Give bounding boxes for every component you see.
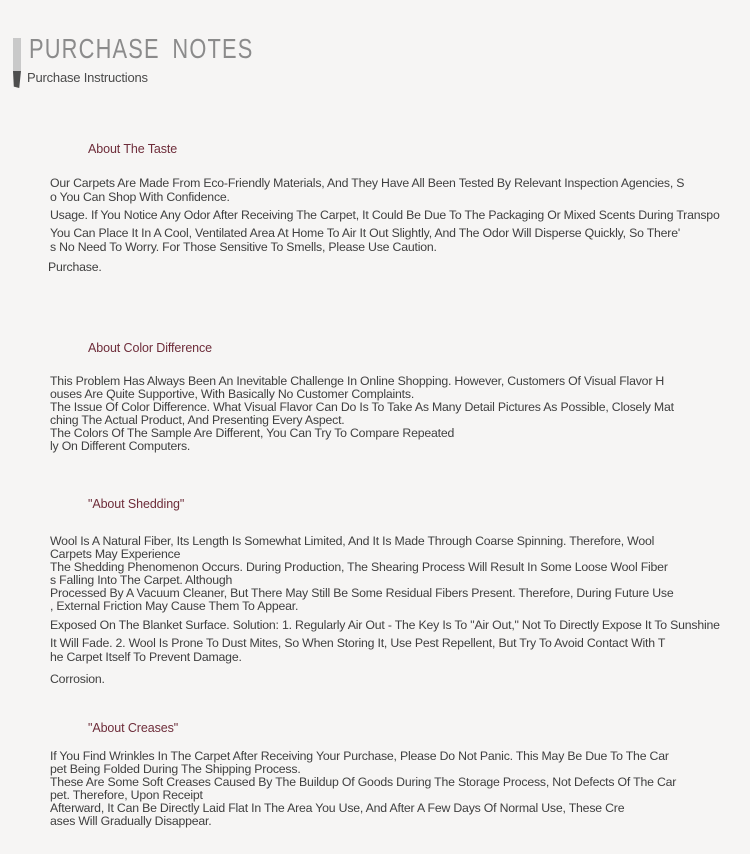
header-accent-bar-dark xyxy=(13,71,21,88)
text-line: It Will Fade. 2. Wool Is Prone To Dust Mites, So When Storing It, Use Pest Repellent, But Try To Avoid Contact With T xyxy=(50,636,666,650)
text-line: s Falling Into The Carpet. Although xyxy=(50,573,233,587)
text-line: he Carpet Itself To Prevent Damage. xyxy=(50,650,242,664)
paragraph xyxy=(50,636,750,664)
text-line: ly On Different Computers. xyxy=(50,439,191,453)
paragraph xyxy=(50,672,750,686)
text-line: pet Being Folded During The Shipping Process. xyxy=(50,762,301,776)
section-heading: "About Creases" xyxy=(88,721,179,735)
paragraph xyxy=(50,750,750,828)
paragraph xyxy=(50,535,750,613)
text-line: ouses Are Quite Supportive, With Basically No Customer Complaints. xyxy=(50,387,415,401)
text-line: Exposed On The Blanket Surface. Solution: 1. Regularly Air Out - The Key Is To "Air Out," Not To Directly Expose It To Sunshine xyxy=(50,618,720,632)
text-line: Afterward, It Can Be Directly Laid Flat In The Area You Use, And After A Few Days Of Normal Use, These Cre xyxy=(50,801,625,815)
text-line: The Issue Of Color Difference. What Visual Flavor Can Do Is To Take As Many Detail Pictures As Possible, Closely Mat xyxy=(50,400,674,414)
text-line: , External Friction May Cause Them To Appear. xyxy=(50,599,299,613)
text-line: Our Carpets Are Made From Eco-Friendly Materials, And They Have All Been Tested By Relevant Inspection Agencies, S xyxy=(50,176,685,190)
text-line: Corrosion. xyxy=(50,672,105,686)
text-line: The Shedding Phenomenon Occurs. During Production, The Shearing Process Will Result In Some Loose Wool Fiber xyxy=(50,560,668,574)
text-line: The Colors Of The Sample Are Different, You Can Try To Compare Repeated xyxy=(50,426,455,440)
text-line: s No Need To Worry. For Those Sensitive To Smells, Please Use Caution. xyxy=(50,240,437,254)
page-title: PURCHASE NOTES xyxy=(29,33,254,64)
text-line: pet. Therefore, Upon Receipt xyxy=(50,788,203,802)
text-line: You Can Place It In A Cool, Ventilated Area At Home To Air It Out Slightly, And The Odor Will Disperse Quickly, So There' xyxy=(50,226,680,240)
text-line: ching The Actual Product, And Presenting Every Aspect. xyxy=(50,413,345,427)
section-heading: "About Shedding" xyxy=(88,497,185,511)
text-line: Processed By A Vacuum Cleaner, But There May Still Be Some Residual Fibers Present. Therefore, During Future Use xyxy=(50,586,674,600)
paragraph xyxy=(50,176,750,204)
paragraph xyxy=(50,618,750,632)
text-line: If You Find Wrinkles In The Carpet After Receiving Your Purchase, Please Do Not Panic. This May Be Due To The Car xyxy=(50,750,669,763)
text-line: ases Will Gradually Disappear. xyxy=(50,814,212,828)
paragraph xyxy=(50,226,750,254)
text-line: These Are Some Soft Creases Caused By The Buildup Of Goods During The Storage Process, Not Defects Of The Car xyxy=(50,775,677,789)
text-line: Usage. If You Notice Any Odor After Receiving The Carpet, It Could Be Due To The Packaging Or Mixed Scents During Transpo xyxy=(50,208,720,222)
section-heading: About The Taste xyxy=(88,142,178,156)
text-line: o You Can Shop With Confidence. xyxy=(50,190,230,204)
text-line: This Problem Has Always Been An Inevitable Challenge In Online Shopping. However, Customers Of Visual Flavor H xyxy=(50,375,665,388)
text-line: Carpets May Experience xyxy=(50,547,181,561)
paragraph xyxy=(50,375,750,453)
paragraph xyxy=(48,260,750,274)
paragraph xyxy=(50,208,750,222)
text-line: Wool Is A Natural Fiber, Its Length Is Somewhat Limited, And It Is Made Through Coarse Spinning. Therefore, Wool xyxy=(50,535,655,548)
text-line: Purchase. xyxy=(48,260,102,274)
section-heading: About Color Difference xyxy=(88,341,213,355)
page-subtitle: Purchase Instructions xyxy=(27,70,148,85)
header-accent-bar-light xyxy=(13,38,21,71)
